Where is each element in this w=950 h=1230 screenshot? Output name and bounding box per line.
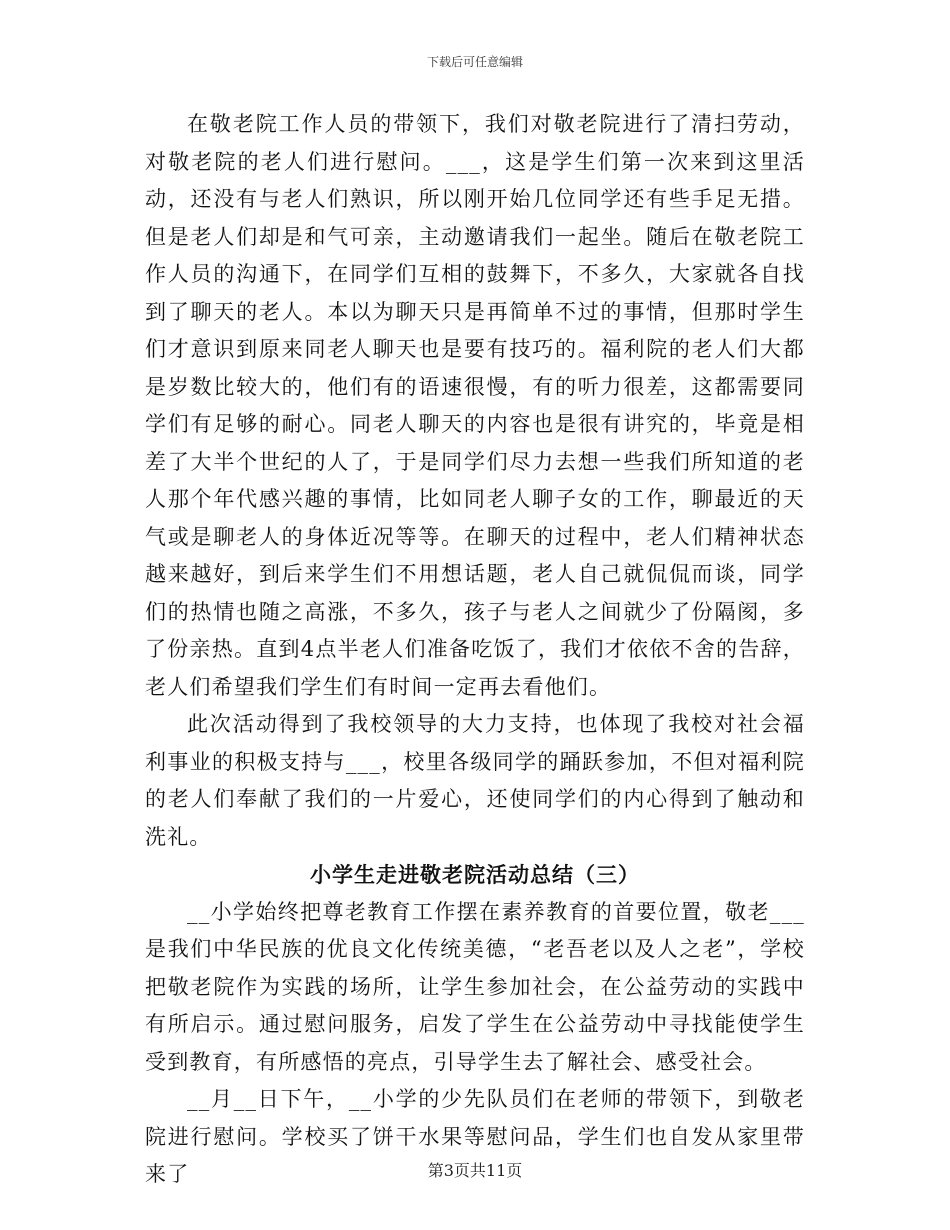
body-paragraph: 此次活动得到了我校领导的大力支持，也体现了我校对社会福利事业的积极支持与___，校里各级同学的踊跃参加，不但对福利院的老人们奉献了我们的一片爱心，还使同学们的内心得到了触动和洗礼。 [145, 712, 805, 849]
document-body [145, 106, 805, 1194]
body-paragraph: 在敬老院工作人员的带领下，我们对敬老院进行了清扫劳动，对敬老院的老人们进行慰问。___，这是学生们第一次来到这里活动，还没有与老人们熟识，所以刚开始几位同学还有些手足无措。但是老人们却是和气可亲，主动邀请我们一起坐。随后在敬老院工作人员的沟通下，在同学们互相的鼓舞下，不多久，大家就各自找到了聊天的老人。本以为聊天只是再简单不过的事情，但那时学生们才意识到原来同老人聊天也是要有技巧的。福利院的老人们大都是岁数比较大的，他们有的语速很慢，有的听力很差，这都需要同学们有足够的耐心。同老人聊天的内容也是很有讲究的，毕竟是相差了大半个世纪的人了，于是同学们尽力去想一些我们所知道的老人那个年代感兴趣的事情，比如同老人聊子女的工作，聊最近的天气或是聊老人的身体近况等等。在聊天的过程中，老人们精神状态越来越好，到后来学生们不用想话题，老人自己就侃侃而谈，同学们的热情也随之高涨，不多久，孩子与老人之间就少了份隔阂，多了份亲热。直到4点半老人们准备吃饭了，我们才依依不舍的告辞，老人们希望我们学生们有时间一定再去看他们。 [145, 112, 805, 699]
body-paragraph: __小学始终把尊老教育工作摆在素养教育的首要位置，敬老___是我们中华民族的优良文化传统美德，“老吾老以及人之老”，学校把敬老院作为实践的场所，让学生参加社会，在公益劳动的实践中有所启示。通过慰问服务，启发了学生在公益劳动中寻找能使学生受到教育，有所感悟的亮点，引导学生去了解社会、感受社会。 [145, 899, 805, 1074]
section-title: 小学生走进敬老院活动总结（三） [310, 862, 640, 887]
page-header: 下载后可任意编辑 [426, 55, 523, 69]
page-footer: 第3页共11页 [427, 1161, 523, 1180]
body-paragraph: __月__日下午，__小学的少先队员们在老师的带领下，到敬老院进行慰问。学校买了饼干水果等慰问品，学生们也自发从家里带来了 [145, 1087, 805, 1186]
